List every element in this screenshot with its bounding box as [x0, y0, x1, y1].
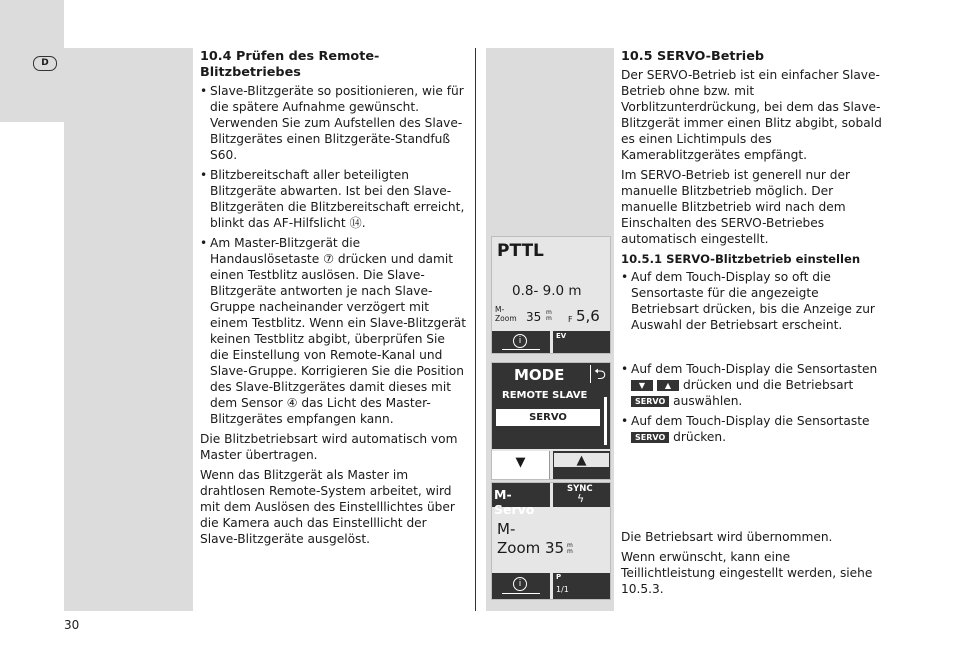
down-button[interactable] — [492, 451, 550, 479]
power-button[interactable] — [553, 573, 610, 599]
paragraph-servo-intro: Der SERVO-Betrieb ist ein einfacher Slave-Betrieb ohne bzw. mit Vorblitzunterdrückung, bei dem das Slave-Blitzgerät immer einen Blitz abgibt, sobald es einen Lichtimpuls des Kamerablitzgerätes empfängt. — [621, 68, 882, 162]
sync-button[interactable] — [553, 483, 610, 507]
right-text-column-top — [621, 49, 883, 337]
paragraph-partial-power: Wenn erwünscht, kann eine Teillichtleistung eingestellt werden, siehe 10.5.3. — [621, 550, 873, 596]
lightning-icon: ϟ — [577, 492, 585, 505]
right-text-column-mid — [621, 361, 883, 449]
bullet-open-mode: • Auf dem Touch-Display so oft die Sensortaste für die angezeigte Betriebsart drücken, bis die Anzeige zur Auswahl der Betriebsart erscheint. — [621, 269, 883, 333]
display-screen-mode — [491, 362, 611, 480]
paragraph-mode-applied: Die Betriebsart wird übernommen. — [621, 530, 833, 544]
section-heading-10-5: 10.5 SERVO-Betrieb — [621, 49, 765, 64]
zoom-text: Zoom 35 — [497, 539, 565, 557]
mode-header — [492, 363, 610, 387]
list-item-remote-slave[interactable]: REMOTE SLAVE — [502, 390, 588, 401]
servo-key-icon: SERVO — [631, 396, 669, 407]
mode-list — [492, 387, 610, 449]
power-label: P — [556, 573, 562, 581]
bullet-test-flash: • Am Master-Blitzgerät die Handauslösetaste ⑦ drücken und damit einen Testblitz auslösen. Die Slave-Blitzgeräte antworten je nach Slave-Gruppe nacheinander verzögert mit einem Testblitz. Wenn ein Slave-Blitzgerät keinen Testblitz abgibt, überprüfen Sie die Einstellung von Remote-Kanal und Slave-Gruppe. Korrigieren Sie die Position des Slave-Blitzgerätes damit dieses mit dem Sensor ④ das Licht des Master-Blitzgerätes empfangen kann. — [200, 235, 466, 427]
servo-key-icon-2: SERVO — [631, 432, 669, 443]
f-label: F — [568, 315, 573, 324]
zoom-unit: m m — [546, 309, 552, 322]
display-screen-m-servo — [491, 482, 611, 600]
list-item-servo-selected[interactable]: SERVO — [496, 409, 600, 426]
range-readout: 0.8- 9.0 m — [512, 283, 582, 299]
display-screen-pttl — [491, 236, 611, 354]
subheading-10-5-1: 10.5.1 SERVO-Blitzbetrieb einstellen — [621, 252, 861, 266]
language-badge: D — [33, 56, 57, 71]
power-value: 1/1 — [556, 585, 569, 594]
sync-label: SYNC — [567, 484, 593, 494]
right-text-column-bottom — [621, 529, 883, 599]
down-arrow-icon: ▼ — [515, 455, 526, 470]
paragraph-servo-manual: Im SERVO-Betrieb ist generell nur der manuelle Blitzbetrieb möglich. Der manuelle Blitzbetrieb wird nach dem Einschalten des SERVO-Betriebes automatisch eingestellt. — [621, 168, 851, 246]
mode-button-m-servo[interactable] — [492, 483, 550, 517]
list-scrollbar[interactable] — [604, 397, 607, 445]
zoom-label: M- Zoom — [495, 305, 517, 323]
info-underline-2 — [502, 593, 540, 594]
zoom-value: 35 — [526, 310, 542, 324]
paragraph-modeling-light: Wenn das Blitzgerät als Master im drahtlosen Remote-System arbeitet, wird mit dem Auslösen des Einstelllichtes über die Kamera auch das Einstelllicht der Slave-Blitzgeräte ausgelöst. — [200, 468, 455, 546]
bullet-readiness: • Blitzbereitschaft aller beteiligten Blitzgeräte abwarten. Ist bei den Slave-Blitzgeräten die Blitzbereitschaft erreicht, blinkt das AF-Hilfslicht ⑭. — [200, 167, 466, 231]
info-button[interactable] — [492, 331, 550, 353]
mode-label-m-servo: M-Servo — [494, 487, 535, 517]
info-button-2[interactable] — [492, 573, 550, 599]
up-key-icon: ▲ — [657, 380, 679, 391]
info-icon-2: i — [513, 577, 527, 591]
paragraph-master: Die Blitzbetriebsart wird automatisch vom Master übertragen. — [200, 432, 458, 462]
back-icon[interactable]: ⮌ — [590, 365, 606, 383]
page-number: 30 — [64, 618, 80, 632]
mode-title: MODE — [514, 366, 565, 384]
up-arrow-icon: ▲ — [576, 453, 587, 468]
bullet-select-mode: • Auf dem Touch-Display die Sensortasten ▼ ▲ drücken und die Betriebsart SERVO auswählen. — [621, 361, 883, 409]
bullet-position: • Slave-Blitzgeräte so positionieren, wie für die spätere Aufnahme gewünscht. Verwenden Sie zum Aufstellen des Slave-Blitzgerätes einen Blitzgeräte-Standfuß S60. — [200, 83, 466, 163]
column-divider — [475, 48, 476, 611]
zoom-label-m: M- — [497, 520, 516, 538]
zoom-unit-m: m m — [567, 542, 573, 555]
ev-label: EV — [556, 332, 567, 340]
down-key-icon: ▼ — [631, 380, 653, 391]
f-value: 5,6 — [576, 307, 600, 325]
info-icon: i — [513, 334, 527, 348]
left-gray-column — [64, 48, 193, 611]
bullet-confirm: • Auf dem Touch-Display die Sensortaste SERVO drücken. — [621, 413, 883, 445]
ev-button[interactable] — [553, 331, 610, 353]
up-button[interactable] — [553, 451, 610, 479]
section-heading-10-4: 10.4 Prüfen des Remote-Blitzbetriebes — [200, 49, 380, 80]
mode-label-pttl: PTTL — [497, 241, 544, 261]
info-underline — [502, 349, 540, 350]
left-text-column — [200, 49, 466, 549]
